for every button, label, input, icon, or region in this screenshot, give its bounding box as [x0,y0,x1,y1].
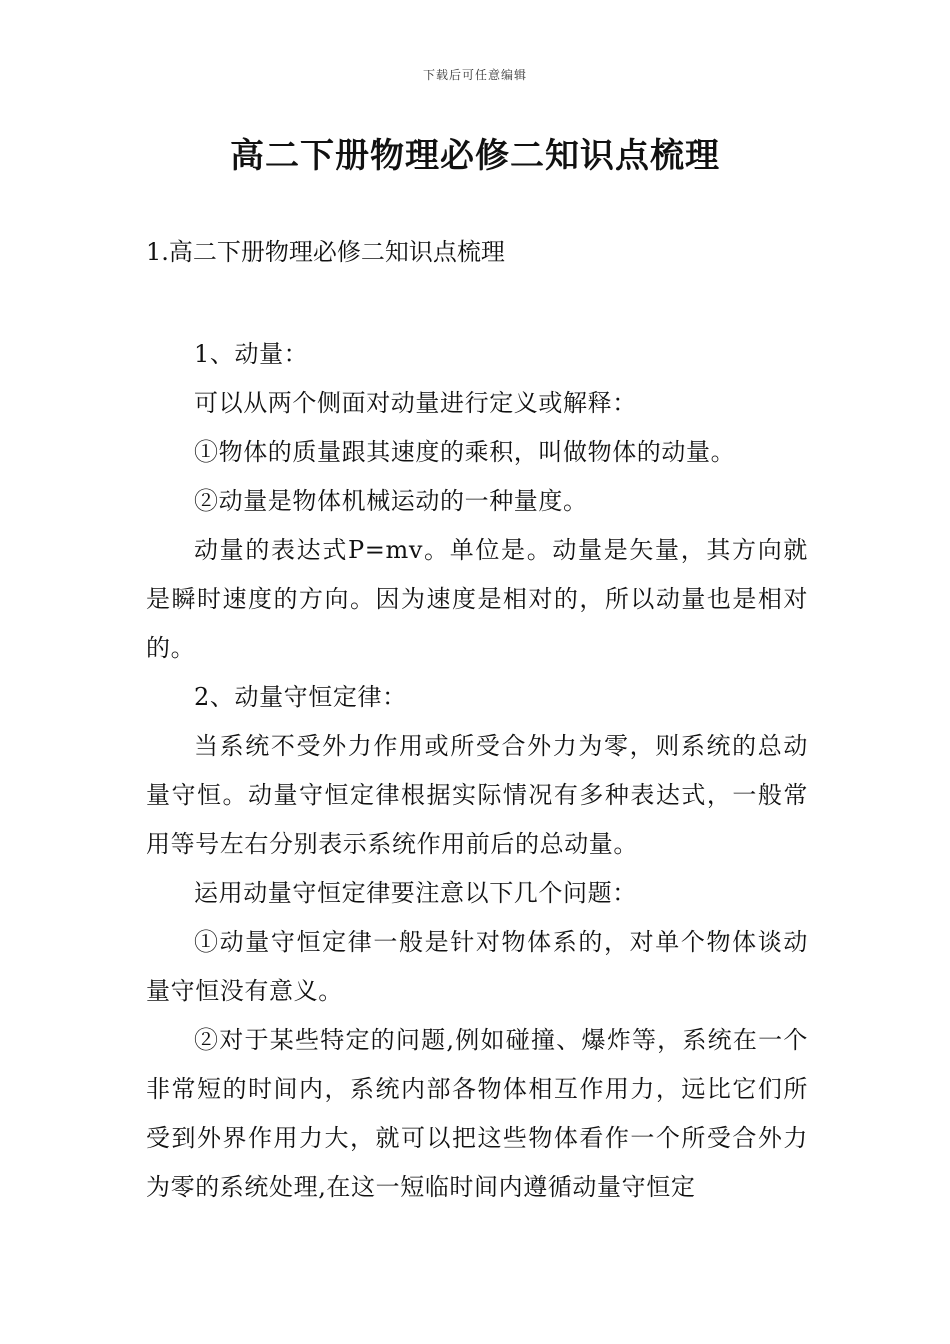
body-text [146,330,808,1212]
paragraph-conservation-heading: 2、动量守恒定律： [194,683,407,711]
paragraph: 可以从两个侧面对动量进行定义或解释： [194,389,637,417]
paragraph-momentum-heading: 1、动量： [194,340,309,368]
paragraph: ①动量守恒定律一般是针对物体系的，对单个物体谈动量守恒没有意义。 [146,928,808,1005]
paragraph: ②动量是物体机械运动的一种量度。 [194,487,588,515]
paragraph: ②对于某些特定的问题,例如碰撞、爆炸等，系统在一个非常短的时间内，系统内部各物体相互作用力，远比它们所受到外界作用力大，就可以把这些物体看作一个所受合外力为零的系统处理,在这一短临时间内遵循动量守恒定 [146,1026,808,1201]
section-heading: 1.高二下册物理必修二知识点梳理 [146,238,505,266]
paragraph: 当系统不受外力作用或所受合外力为零，则系统的总动量守恒。动量守恒定律根据实际情况有多种表达式，一般常用等号左右分别表示系统作用前后的总动量。 [146,732,808,858]
paragraph: ①物体的质量跟其速度的乘积，叫做物体的动量。 [194,438,736,466]
document-title: 高二下册物理必修二知识点梳理 [230,136,720,176]
paragraph: 动量的表达式P=mv。单位是。动量是矢量，其方向就是瞬时速度的方向。因为速度是相对的，所以动量也是相对的。 [146,536,808,662]
header-note: 下载后可任意编辑 [422,68,527,82]
paragraph: 运用动量守恒定律要注意以下几个问题： [194,879,637,907]
